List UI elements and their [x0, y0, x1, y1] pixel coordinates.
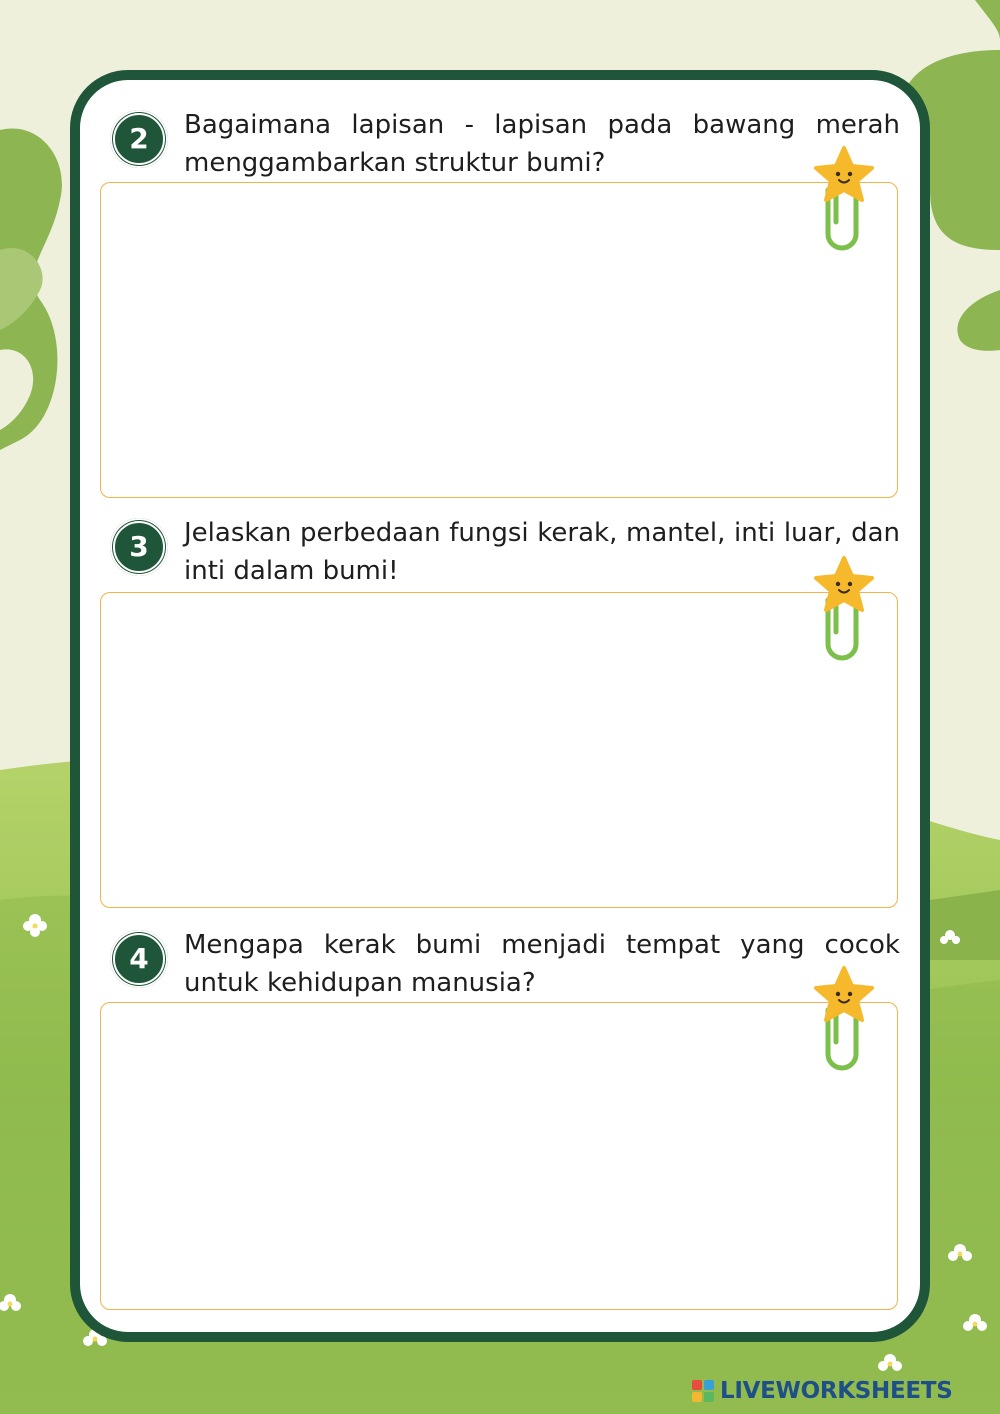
star-paperclip-icon [804, 142, 884, 262]
question-text: Mengapa kerak bumi menjadi tempat yang cocok untuk kehidupan manusia? [184, 930, 900, 998]
star-paperclip-icon [804, 962, 884, 1082]
question-number: 4 [129, 942, 149, 975]
question-text: Bagaimana lapisan - lapisan pada bawang merah menggambarkan struktur bumi? [184, 110, 900, 178]
question-number: 3 [129, 530, 149, 563]
question-number-badge [110, 110, 168, 168]
liveworksheets-branding [692, 1378, 992, 1404]
answer-box-3[interactable] [100, 592, 898, 908]
question-number-badge [110, 930, 168, 988]
answer-box-4[interactable] [100, 1002, 898, 1310]
star-paperclip-icon [804, 552, 884, 672]
question-number: 2 [129, 122, 149, 155]
liveworksheets-logo-icon [692, 1380, 716, 1402]
question-number-badge [110, 518, 168, 576]
question-text: Jelaskan perbedaan fungsi kerak, mantel, inti luar, dan inti dalam bumi! [184, 518, 900, 586]
liveworksheets-logo-text: LIVEWORKSHEETS [720, 1378, 953, 1404]
answer-box-2[interactable] [100, 182, 898, 498]
worksheet-card [70, 70, 930, 1342]
